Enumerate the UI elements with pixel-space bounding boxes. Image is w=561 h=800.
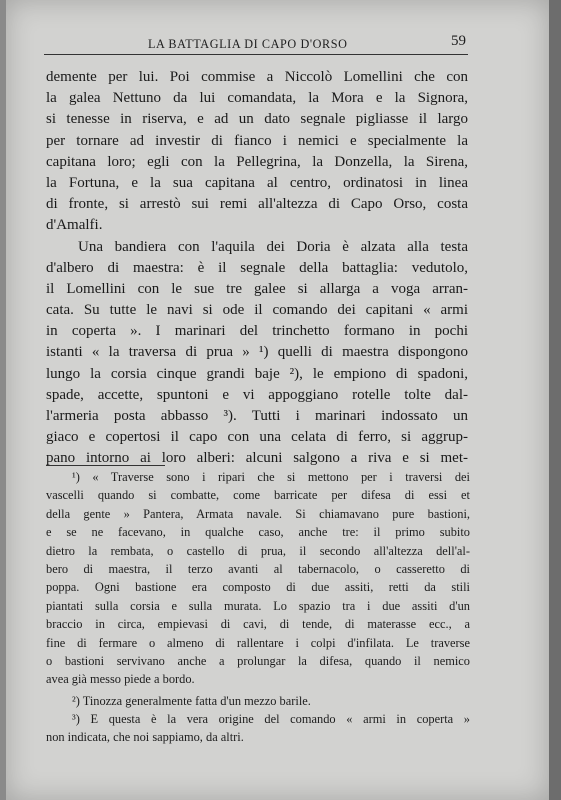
text-line: il Lomellini con le sue tre galee si allarga a voga arran- xyxy=(46,280,468,297)
footnote-line: braccio in circa, empievasi di cavi, di tende, di materasse ecc., a xyxy=(46,617,470,632)
footnote-line: ²) Tinozza generalmente fatta d'un mezzo barile. xyxy=(72,693,311,708)
text-line: pano intorno ai loro alberi: alcuni salgono a riva e si met- xyxy=(46,450,468,467)
footnote-line: ¹) « Traverse sono i ripari che si mettono per i traversi dei xyxy=(72,470,470,484)
page-number: 59 xyxy=(451,33,466,49)
text-line: spade, accette, spuntoni e vi appoggiano rotelle tolte dal- xyxy=(46,386,468,403)
footnote-line: dietro la rembata, o castello di prua, il secondo all'altezza dell'al- xyxy=(46,543,470,558)
book-page xyxy=(6,0,549,800)
footnote-line: e se ne facevano, in qualche caso, anche tre: il primo subito xyxy=(46,525,470,540)
text-line: d'Amalfi. xyxy=(46,217,103,234)
footnote-line: poppa. Ogni bastione era composto di due assiti, retti da stili xyxy=(46,580,470,595)
page-edge-shadow xyxy=(549,0,561,800)
footnote-rule xyxy=(46,465,165,466)
footnote-line: non indicata, che noi sappiamo, da altri. xyxy=(46,730,244,745)
text-line: giaco e copertosi il capo con una celata di ferro, si aggrup- xyxy=(46,429,468,446)
footnote-line: ³) E questa è la vera origine del comando « armi in coperta » xyxy=(72,712,470,727)
text-line: di fronte, si arrestò sui remi all'altezza di Capo Orso, costa xyxy=(46,196,468,213)
footnote-line: piantati sulla corsia e sulla murata. Lo spazio tra i due assiti d'un xyxy=(46,598,470,613)
text-line: si tenesse in riserva, e ad un dato segnale pigliasse il largo xyxy=(46,111,468,128)
footnote-line: della gente » Pantera, Armata navale. Si chiamavano pure bastioni, xyxy=(46,506,470,521)
footnote-line: fine di fermare o almeno di rallentare i colpi d'infilata. Le traverse xyxy=(46,635,470,650)
text-line: l'armeria posta abbasso ³). Tutti i marinari indossato un xyxy=(46,408,468,424)
text-line: cata. Su tutte le navi si ode il comando dei capitani « armi xyxy=(46,302,468,319)
main-text xyxy=(46,67,468,470)
footnote-line: bero di maestra, il terzo avanti al tabernacolo, o casseretto di xyxy=(46,561,470,576)
footnote-line: vascelli quando si combatte, come barricate per difesa di essi et xyxy=(46,488,470,503)
text-line: lungo la corsia cinque grandi baje ²), le empiono di spadoni, xyxy=(46,365,468,382)
text-line: capitana loro; egli con la Pellegrina, la Donzella, la Sirena, xyxy=(46,153,468,170)
text-line: la galea Nettuno da lui comandata, la Mora e la Signora, xyxy=(46,90,468,107)
text-line: la Fortuna, e la sua capitana al centro, ordinatosi in linea xyxy=(46,174,468,191)
text-line: d'albero di maestra: è il segnale della battaglia: vedutolo, xyxy=(46,259,468,276)
footnotes xyxy=(46,468,470,747)
page-header xyxy=(44,32,468,55)
text-line: Una bandiera con l'aquila dei Doria è alzata alla testa xyxy=(78,238,468,255)
running-title: LA BATTAGLIA DI CAPO D'ORSO xyxy=(148,37,348,51)
text-line: demente per lui. Poi commise a Niccolò Lomellini che con xyxy=(46,69,468,85)
text-line: istanti « la traversa di prua » ¹) quelli di maestra dispongono xyxy=(46,344,468,361)
footnote-line: o bastioni servivano anche a prolungar la difesa, quando il nemico xyxy=(46,653,470,668)
text-line: in coperta ». I marinari del trinchetto formano in pochi xyxy=(46,323,468,340)
text-line: per tornare ad investir di fianco i nemici e specialmente la xyxy=(46,132,468,149)
footnote-line: avea già messo piede a bordo. xyxy=(46,672,195,687)
